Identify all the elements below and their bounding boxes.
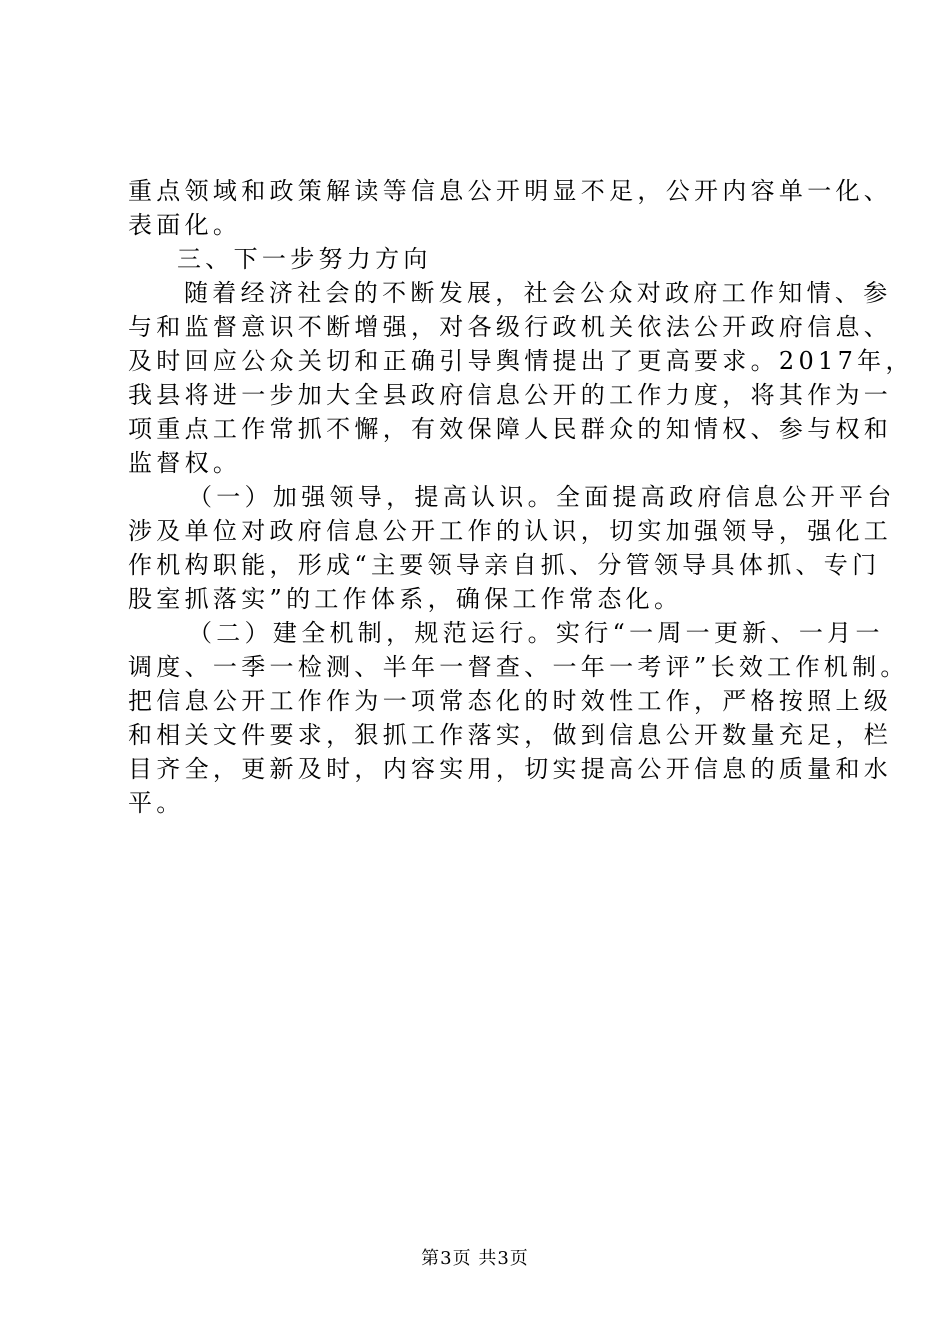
text-line: 表面化。 [128,211,242,239]
text-line: 与和监督意识不断增强，对各级行政机关依法公开政府信息、 [128,313,893,341]
text-line: 目齐全，更新及时，内容实用，切实提高公开信息的质量和水 [128,755,893,783]
text-line: 随着经济社会的不断发展，社会公众对政府工作知情、参 [184,279,892,307]
text-line: 调度、一季一检测、半年一督查、一年一考评”长效工作机制。 [128,653,909,681]
paragraph-shortcomings-end [128,174,893,242]
text-line: （二）建全机制，规范运行。实行“一周一更新、一月一 [188,619,884,647]
page-footer [0,1244,950,1270]
text-line: 把信息公开工作作为一项常态化的时效性工作，严格按照上级 [128,687,893,715]
text-line: 及时回应公众关切和正确引导舆情提出了更高要求。2017年， [128,347,914,375]
paragraph-build-mechanism [128,616,909,820]
text-line: （一）加强领导，提高认识。全面提高政府信息公开平台 [188,483,896,511]
paragraph-strengthen-leadership [128,480,896,616]
text-line: 和相关文件要求，狠抓工作落实，做到信息公开数量充足，栏 [128,721,893,749]
text-line: 我县将进一步加大全县政府信息公开的工作力度，将其作为一 [128,381,893,409]
text-line: 监督权。 [128,449,242,477]
text-line: 涉及单位对政府信息公开工作的认识，切实加强领导，强化工 [128,517,893,545]
text-line: 股室抓落实”的工作体系，确保工作常态化。 [128,585,683,613]
text-line: 作机构职能，形成“主要领导亲自抓、分管领导具体抓、专门 [128,551,881,579]
document-body [128,174,914,820]
text-line: 平。 [128,789,185,817]
text-line: 项重点工作常抓不懈，有效保障人民群众的知情权、参与权和 [128,415,893,443]
section-heading-next-steps [128,242,828,276]
heading-text: 三、下一步努力方向 [177,245,432,273]
text-line: 重点领域和政策解读等信息公开明显不足，公开内容单一化、 [128,177,893,205]
page-number-label: 第3页 共3页 [421,1248,529,1269]
paragraph-next-steps-intro [128,276,914,480]
